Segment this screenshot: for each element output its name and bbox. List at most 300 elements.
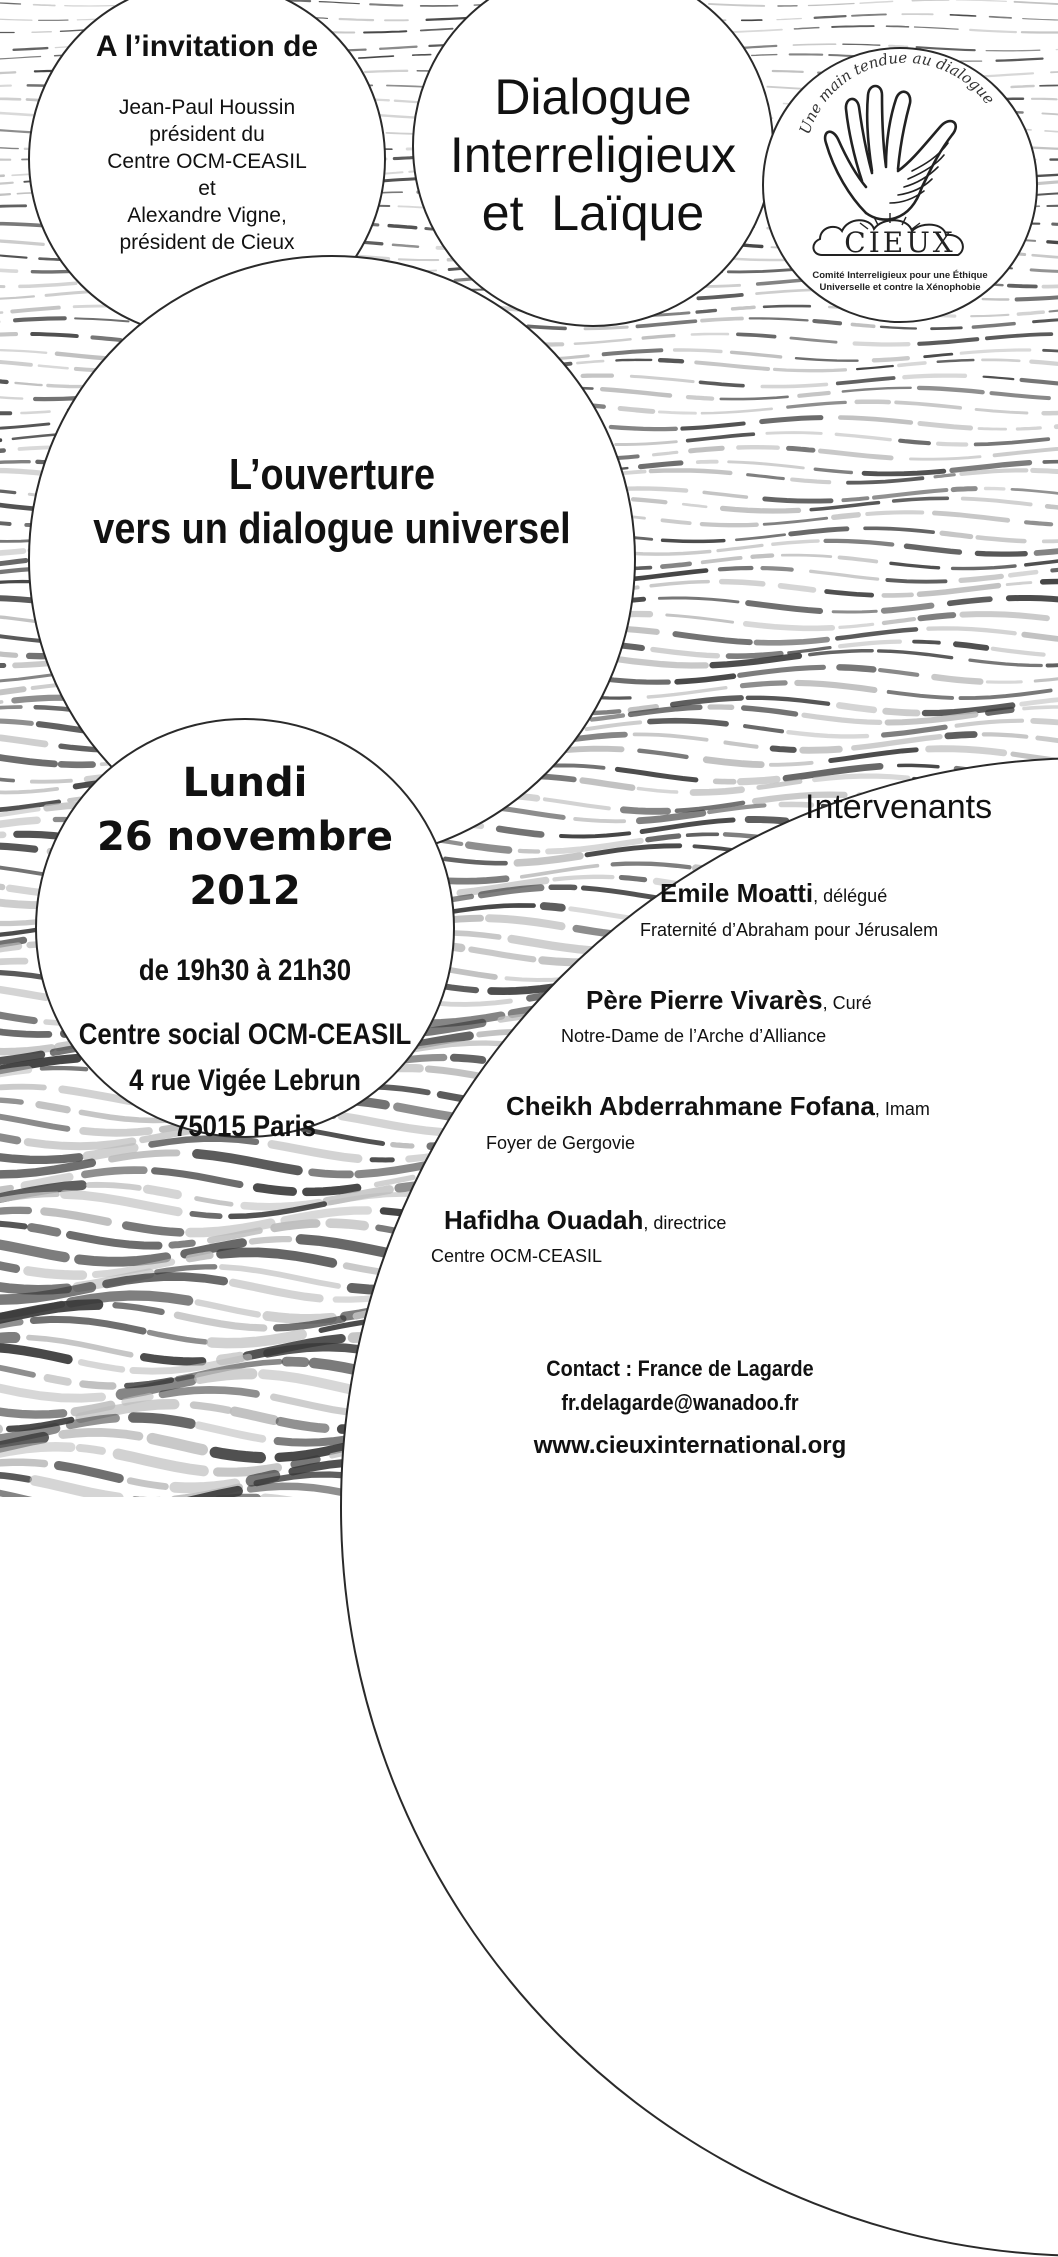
wave-stroke (815, 469, 851, 472)
wave-stroke (155, 1171, 240, 1185)
wave-stroke (1033, 470, 1058, 471)
event-year: 2012 (35, 864, 455, 918)
wave-stroke (1015, 2, 1058, 4)
wave-stroke (144, 1357, 202, 1361)
wave-stroke (730, 30, 782, 32)
invitation-list (28, 94, 386, 256)
wave-stroke (0, 2, 21, 4)
wave-stroke (651, 582, 708, 586)
wave-stroke (370, 4, 402, 5)
wave-stroke (773, 749, 794, 750)
wave-stroke (865, 528, 933, 532)
wave-stroke (692, 334, 728, 335)
wave-stroke (31, 1228, 56, 1233)
wave-stroke (616, 360, 651, 361)
wave-stroke (126, 1226, 180, 1233)
wave-stroke (934, 677, 980, 682)
wave-stroke (648, 688, 726, 697)
wave-stroke (919, 388, 983, 392)
wave-stroke (251, 1486, 345, 1493)
wave-stroke (733, 307, 754, 309)
wave-stroke (198, 1302, 258, 1314)
wave-stroke (199, 1425, 263, 1439)
wave-stroke (987, 334, 1051, 338)
wave-stroke (0, 736, 45, 744)
wave-stroke (148, 1189, 178, 1194)
wave-stroke (0, 424, 49, 429)
wave-stroke (0, 777, 13, 781)
wave-stroke (860, 1, 893, 3)
venue-line-3: 75015 Paris (64, 1104, 425, 1150)
wave-stroke (648, 836, 679, 840)
wave-stroke (867, 512, 922, 514)
wave-stroke (912, 0, 948, 1)
invitation-line: président de Cieux (28, 229, 386, 256)
wave-stroke (675, 634, 749, 642)
wave-stroke (312, 1172, 350, 1174)
wave-stroke (235, 1411, 274, 1420)
wave-stroke (826, 541, 893, 545)
wave-stroke (611, 427, 676, 429)
wave-stroke (83, 1384, 113, 1386)
wave-stroke (0, 313, 2, 315)
wave-stroke (659, 598, 738, 602)
wave-stroke (0, 86, 11, 87)
wave-stroke (740, 667, 824, 675)
wave-stroke (900, 441, 929, 444)
invitation-line: Alexandre Vigne, (28, 202, 386, 229)
wave-stroke (815, 776, 908, 780)
wave-stroke (677, 676, 733, 682)
wave-stroke (0, 99, 20, 100)
wave-stroke (691, 448, 723, 451)
wave-stroke (963, 499, 1031, 505)
event-date-text: 26 novembre (35, 810, 455, 864)
website-link[interactable]: www.cieuxinternational.org (470, 1432, 910, 1460)
wave-stroke (970, 660, 1041, 665)
wave-stroke (911, 457, 981, 460)
speaker-role: , directrice (643, 1213, 726, 1233)
wave-stroke (793, 44, 835, 45)
wave-stroke (0, 269, 17, 271)
wave-stroke (934, 513, 1007, 520)
wave-stroke (1051, 71, 1058, 72)
wave-stroke (938, 444, 966, 445)
wave-stroke (833, 611, 876, 612)
wave-stroke (0, 254, 27, 258)
wave-stroke (682, 424, 743, 429)
wave-stroke (421, 29, 453, 31)
wave-stroke (469, 845, 509, 850)
wave-stroke (874, 490, 946, 498)
wave-stroke (950, 15, 975, 16)
wave-stroke (46, 292, 90, 296)
wave-stroke (811, 571, 878, 579)
wave-stroke (0, 946, 18, 952)
wave-stroke (660, 360, 682, 361)
wave-stroke (65, 1194, 179, 1211)
wave-stroke (630, 552, 710, 555)
wave-stroke (33, 1319, 143, 1331)
wave-stroke (688, 834, 718, 835)
wave-stroke (0, 396, 22, 399)
wave-stroke (0, 674, 56, 682)
wave-stroke (767, 433, 821, 434)
wave-stroke (827, 592, 872, 596)
invitation-line: Centre OCM-CEASIL (28, 148, 386, 175)
invitation-heading: A l’invitation de (28, 30, 386, 64)
wave-stroke (976, 409, 1027, 413)
wave-stroke (1026, 522, 1051, 524)
wave-stroke (907, 546, 960, 552)
wave-stroke (638, 789, 676, 793)
wave-stroke (920, 423, 971, 428)
wave-stroke (837, 629, 916, 638)
wave-stroke (831, 750, 917, 761)
wave-stroke (0, 350, 46, 353)
wave-stroke (623, 810, 667, 812)
wave-stroke (697, 310, 715, 312)
wave-stroke (928, 628, 1014, 633)
wave-stroke (197, 1154, 298, 1171)
wave-stroke (641, 463, 681, 467)
wave-stroke (789, 448, 814, 450)
wave-stroke (0, 652, 16, 656)
wave-stroke (0, 1262, 16, 1269)
wave-stroke (93, 337, 121, 340)
wave-stroke (0, 1100, 21, 1103)
wave-stroke (0, 413, 10, 414)
wave-stroke (887, 26, 909, 27)
wave-stroke (194, 1405, 229, 1410)
event-date (35, 756, 455, 918)
wave-stroke (152, 1439, 202, 1450)
wave-stroke (938, 360, 974, 362)
wave-stroke (904, 376, 965, 378)
wave-stroke (0, 1133, 17, 1140)
wave-stroke (257, 1188, 292, 1192)
wave-stroke (781, 586, 814, 590)
wave-stroke (393, 245, 418, 247)
wave-stroke (555, 877, 613, 880)
wave-stroke (815, 16, 846, 18)
wave-stroke (741, 779, 777, 781)
speaker-org: Centre OCM-CEASIL (431, 1246, 602, 1267)
wave-stroke (0, 206, 26, 208)
venue-line-2: 4 rue Vigée Lebrun (64, 1058, 425, 1104)
wave-stroke (0, 707, 21, 709)
wave-stroke (957, 721, 1022, 726)
wave-stroke (445, 905, 534, 912)
wave-stroke (635, 734, 707, 739)
wave-stroke (1045, 131, 1058, 133)
wave-stroke (0, 147, 18, 149)
wave-stroke (157, 1267, 215, 1272)
wave-stroke (718, 545, 762, 550)
wave-stroke (976, 439, 1048, 444)
wave-stroke (914, 642, 939, 643)
wave-stroke (280, 1422, 325, 1429)
wave-stroke (150, 1333, 206, 1342)
wave-stroke (413, 55, 431, 56)
wave-stroke (984, 377, 1014, 379)
wave-stroke (44, 1211, 108, 1221)
contact-name: Contact : France de Lagarde (509, 1356, 851, 1382)
wave-stroke (961, 691, 1051, 699)
wave-stroke (840, 624, 873, 627)
wave-stroke (748, 603, 820, 611)
speaker-name: Cheikh Abderrahmane Fofana, Imam (506, 1091, 930, 1122)
wave-stroke (618, 659, 705, 665)
wave-stroke (0, 1154, 79, 1160)
wave-stroke (702, 319, 742, 321)
wave-stroke (838, 378, 894, 383)
cieux-logo (762, 47, 1038, 323)
event-time: de 19h30 à 21h30 (64, 954, 425, 988)
wave-stroke (0, 1322, 20, 1329)
wave-stroke (1044, 286, 1058, 287)
wave-stroke (34, 5, 55, 6)
wave-stroke (585, 327, 627, 329)
speaker-role: , Imam (875, 1099, 930, 1119)
wave-stroke (1033, 721, 1058, 726)
wave-stroke (777, 19, 801, 20)
wave-stroke (702, 524, 757, 525)
wave-stroke (63, 1432, 139, 1436)
wave-stroke (662, 564, 689, 567)
wave-stroke (1022, 699, 1058, 704)
title-line: Dialogue (412, 68, 774, 126)
event-theme (28, 448, 636, 556)
wave-stroke (1047, 506, 1058, 508)
wave-stroke (701, 382, 744, 385)
wave-stroke (575, 339, 631, 343)
venue-line-1: Centre social OCM-CEASIL (64, 1012, 425, 1058)
wave-stroke (637, 321, 695, 326)
theme-line-1: L’ouverture (71, 448, 594, 502)
wave-stroke (840, 418, 911, 423)
wave-stroke (0, 72, 15, 74)
wave-stroke (617, 769, 696, 780)
wave-stroke (1051, 158, 1058, 160)
wave-stroke (0, 176, 4, 177)
wave-stroke (561, 833, 629, 836)
wave-stroke (820, 451, 891, 458)
wave-stroke (1007, 583, 1031, 585)
wave-stroke (545, 799, 609, 808)
wave-stroke (15, 318, 65, 320)
wave-stroke (874, 358, 908, 360)
wave-stroke (720, 568, 752, 569)
wave-stroke (499, 829, 541, 835)
wave-stroke (834, 515, 858, 518)
wave-stroke (696, 362, 768, 369)
wave-stroke (653, 650, 718, 656)
speaker-org: Fraternité d’Abraham pour Jérusalem (640, 920, 938, 941)
wave-stroke (843, 388, 911, 392)
title-line: Interreligieux (412, 126, 774, 184)
invitation-line: et (28, 175, 386, 202)
wave-stroke (852, 14, 886, 15)
wave-stroke (0, 665, 4, 666)
wave-stroke (698, 295, 741, 298)
wave-stroke (1017, 428, 1040, 429)
wave-stroke (80, 1448, 102, 1451)
wave-stroke (1012, 489, 1058, 495)
wave-stroke (0, 702, 2, 705)
wave-stroke (950, 599, 990, 603)
wave-stroke (899, 363, 925, 366)
wave-stroke (884, 727, 946, 735)
logo-name: CIEUX (844, 226, 955, 259)
wave-stroke (163, 1390, 257, 1394)
wave-stroke (748, 475, 784, 479)
wave-stroke (659, 412, 695, 413)
wave-stroke (811, 503, 878, 510)
wave-stroke (1053, 224, 1058, 225)
wave-stroke (1037, 548, 1058, 553)
wave-stroke (1044, 538, 1058, 541)
wave-stroke (763, 568, 792, 570)
wave-stroke (306, 1188, 357, 1192)
wave-stroke (1042, 113, 1058, 116)
wave-stroke (0, 721, 31, 724)
wave-stroke (709, 4, 764, 6)
wave-stroke (794, 28, 818, 29)
wave-stroke (992, 393, 1049, 398)
wave-stroke (948, 735, 974, 736)
wave-stroke (929, 749, 1004, 753)
wave-stroke (0, 1364, 33, 1374)
wave-stroke (0, 1070, 28, 1077)
wave-stroke (925, 354, 952, 357)
logo-subtitle-2: Universelle et contre la Xénophobie (819, 282, 980, 293)
wave-stroke (70, 1235, 159, 1246)
wave-stroke (762, 384, 826, 386)
wave-stroke (894, 498, 948, 501)
wave-stroke (0, 1223, 25, 1226)
wave-stroke (839, 667, 873, 669)
wave-stroke (197, 1199, 232, 1205)
wave-stroke (796, 358, 858, 361)
wave-stroke (118, 1454, 203, 1471)
wave-stroke (797, 683, 874, 690)
wave-stroke (988, 710, 1011, 713)
logo-arc-text: Une main tendue au dialogue (796, 49, 999, 137)
wave-stroke (1052, 568, 1058, 570)
speakers-heading: Intervenants (805, 788, 992, 827)
wave-stroke (620, 408, 653, 411)
wave-stroke (782, 555, 831, 557)
wave-stroke (489, 918, 562, 926)
event-title (412, 68, 774, 242)
wave-stroke (587, 722, 641, 729)
wave-stroke (79, 1257, 166, 1261)
wave-stroke (993, 649, 1044, 655)
wave-stroke (857, 366, 893, 369)
wave-stroke (738, 334, 775, 336)
wave-stroke (693, 790, 742, 793)
wave-stroke (575, 819, 624, 821)
wave-stroke (788, 732, 867, 736)
wave-stroke (935, 475, 954, 477)
wave-stroke (267, 1316, 332, 1319)
wave-stroke (1023, 19, 1058, 21)
wave-stroke (896, 402, 960, 407)
wave-stroke (577, 361, 603, 363)
wave-stroke (1047, 206, 1058, 207)
contact-email[interactable]: fr.delagarde@wanadoo.fr (509, 1390, 851, 1416)
speaker-name: Père Pierre Vivarès, Curé (586, 985, 872, 1016)
wave-stroke (848, 478, 922, 483)
wave-stroke (0, 987, 46, 997)
wave-stroke (881, 327, 916, 329)
speaker-org: Foyer de Gergovie (486, 1133, 635, 1154)
wave-stroke (836, 434, 890, 439)
wave-stroke (0, 884, 2, 888)
wave-stroke (663, 540, 724, 541)
wave-stroke (879, 651, 952, 658)
wave-stroke (887, 580, 945, 582)
wave-stroke (757, 640, 828, 643)
wave-stroke (399, 259, 438, 260)
wave-stroke (663, 520, 690, 523)
wave-stroke (673, 698, 741, 705)
wave-stroke (172, 1243, 192, 1245)
wave-stroke (899, 765, 938, 766)
wave-stroke (0, 1408, 63, 1414)
wave-stroke (891, 563, 939, 568)
wave-stroke (447, 879, 506, 882)
wave-stroke (0, 183, 13, 185)
wave-stroke (0, 286, 4, 287)
wave-stroke (177, 1315, 263, 1328)
wave-stroke (706, 760, 761, 765)
wave-stroke (745, 726, 782, 731)
wave-stroke (915, 27, 959, 29)
wave-stroke (667, 615, 733, 622)
wave-stroke (215, 1452, 260, 1457)
wave-stroke (340, 19, 373, 20)
wave-stroke (48, 1378, 68, 1382)
speaker-name: Hafidha Ouadah, directrice (444, 1205, 726, 1236)
wave-stroke (773, 541, 818, 544)
wave-stroke (20, 283, 76, 286)
wave-stroke (252, 1239, 289, 1241)
speaker-role: , délégué (813, 886, 887, 906)
wave-stroke (984, 734, 1027, 736)
wave-stroke (602, 389, 670, 395)
wave-stroke (746, 624, 832, 629)
title-line: et Laïque (412, 184, 774, 242)
wave-stroke (0, 1338, 15, 1341)
wave-stroke (1048, 242, 1058, 246)
wave-stroke (753, 556, 773, 557)
wave-stroke (729, 462, 804, 468)
wave-stroke (688, 397, 712, 399)
speaker-name: Emile Moatti, délégué (660, 878, 887, 909)
wave-stroke (953, 566, 1015, 569)
wave-stroke (804, 715, 880, 722)
wave-stroke (0, 846, 35, 849)
wave-stroke (884, 606, 932, 611)
wave-stroke (365, 71, 407, 72)
wave-stroke (286, 1362, 304, 1363)
wave-stroke (631, 376, 693, 381)
wave-stroke (0, 490, 15, 493)
wave-stroke (613, 864, 690, 868)
wave-stroke (0, 1474, 29, 1479)
